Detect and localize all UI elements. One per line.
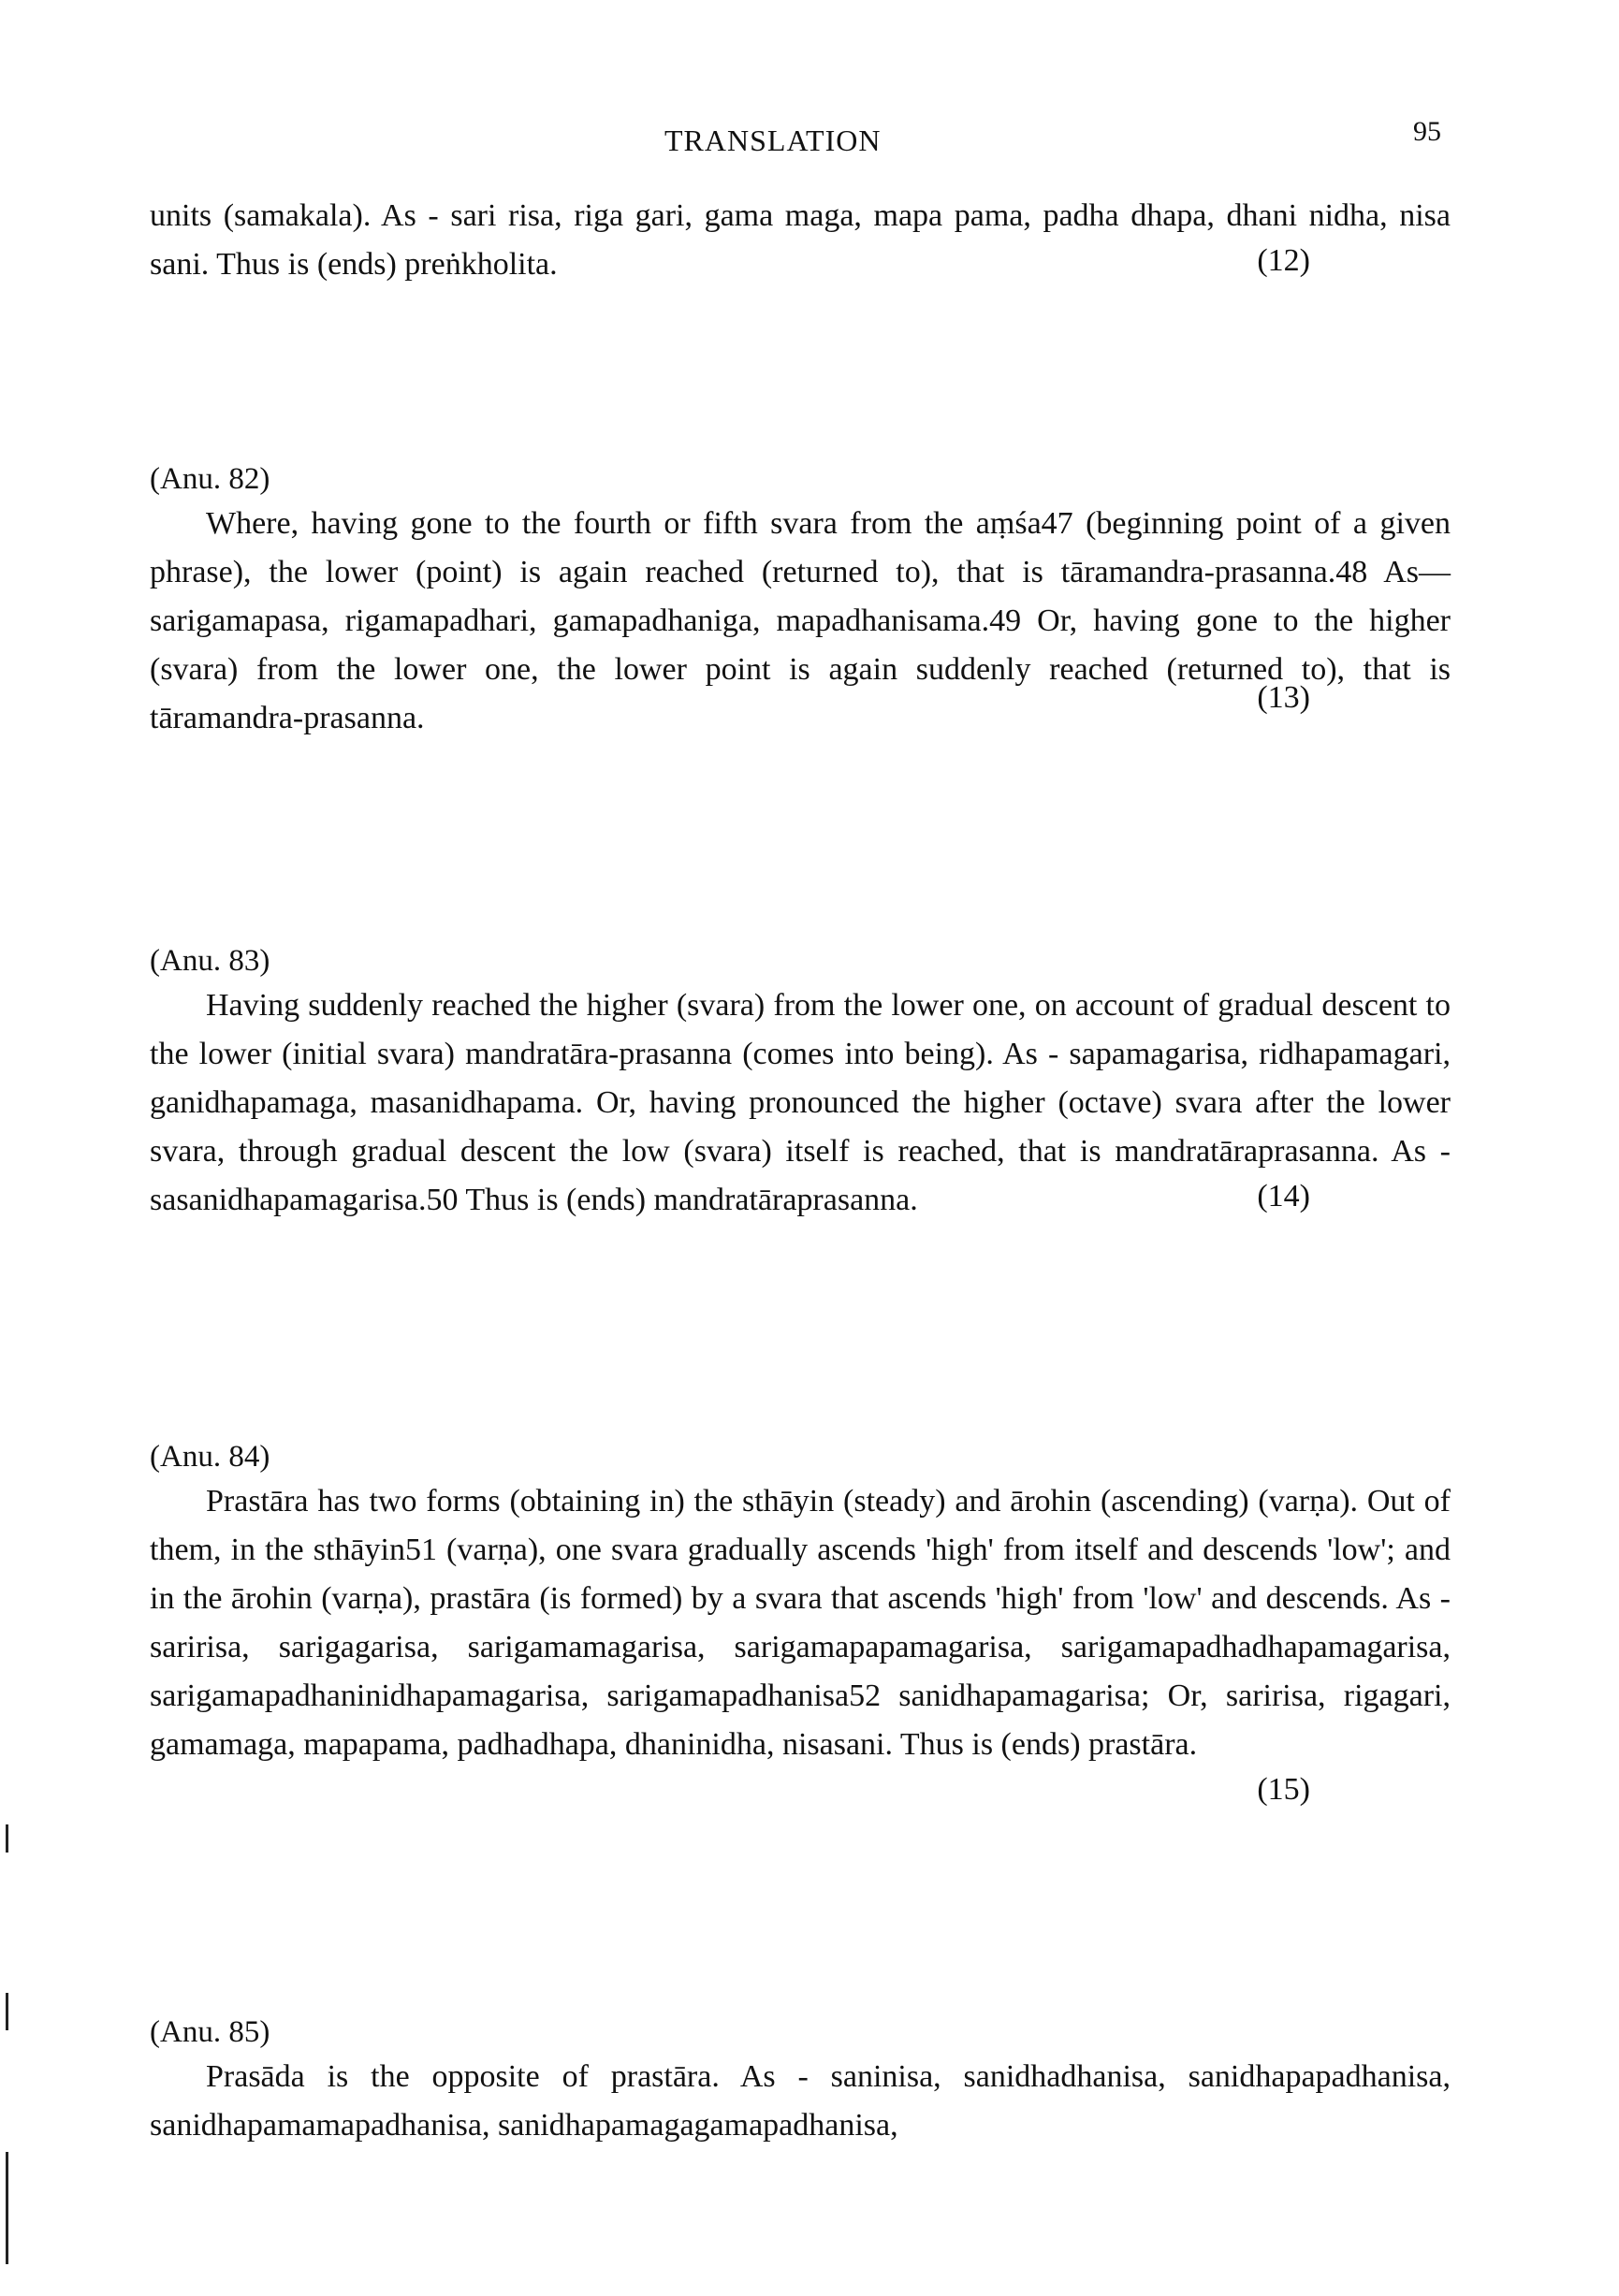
section-label: (Anu. 84) xyxy=(150,1440,270,1474)
section-label: (Anu. 83) xyxy=(150,944,270,978)
section-continuation xyxy=(150,192,1451,282)
section-anu-84 xyxy=(150,1436,1451,1810)
section-ref: (15) xyxy=(1257,1772,1310,1807)
section-text: Prastāra has two forms (obtaining in) the sthāyin (steady) and ārohin (ascending) (varṇa). Out of them, in the sthāyin51 (varṇa), one svara gradually ascends 'high' from itself and descends 'low'; and in the ārohin (varṇa), prastāra (is formed) by a svara that ascends 'high' from 'low' and descends. As - saririsa, sarigagarisa, sarigamamagarisa, sarigamapapamagarisa, sarigamapadhadhapamagarisa, sarigamapadhaninidhapamagarisa, sarigamapadhanisa52 sanidhapamagarisa; Or, saririsa, rigagari, gamamaga, mapapama, padhadhapa, dhaninidha, nisasani. Thus is (ends) prastāra. xyxy=(150,1484,1451,1762)
section-anu-82 xyxy=(150,458,1451,735)
running-head: TRANSLATION xyxy=(664,124,882,157)
section-label: (Anu. 85) xyxy=(150,2015,270,2049)
scan-margin-mark xyxy=(6,1993,8,2030)
section-anu-85 xyxy=(150,2012,1451,2150)
page-number: 95 xyxy=(1413,116,1441,147)
section-text: units (samakala). As - sari risa, riga gari, gama maga, mapa pama, padha dhapa, dhani nidha, nisa sani. Thus is (ends) preṅkholita. xyxy=(150,198,1451,282)
section-ref: (13) xyxy=(1257,680,1310,715)
section-anu-83 xyxy=(150,940,1451,1217)
page-header xyxy=(150,116,1441,161)
scan-margin-mark xyxy=(6,2152,8,2264)
section-text: Having suddenly reached the higher (svara) from the lower one, on account of gradual descent to the lower (initial svara) mandratāra-prasanna (comes into being). As - sapamagarisa, ridhapamagari, ganidhapamaga, masanidhapama. Or, having pronounced the higher (octave) svara after the lower svara, through gradual descent the low (svara) itself is reached, that is mandratāraprasanna. As - sasanidhapamagarisa.50 Thus is (ends) mandratāraprasanna. xyxy=(150,988,1451,1217)
section-ref: (14) xyxy=(1257,1179,1310,1213)
scan-margin-mark xyxy=(6,1824,8,1853)
section-ref: (12) xyxy=(1257,243,1310,278)
section-label: (Anu. 82) xyxy=(150,462,270,496)
section-text: Prasāda is the opposite of prastāra. As - saninisa, sanidhadhanisa, sanidhapapadhanisa, sanidhapamamapadhanisa, sanidhapamagagamapadhanisa, xyxy=(150,2059,1451,2143)
section-text: Where, having gone to the fourth or fifth svara from the aṃśa47 (beginning point of a given phrase), the lower (point) is again reached (returned to), that is tāramandra-prasanna.48 As—sarigamapasa, rigamapadhari, gamapadhaniga, mapadhanisama.49 Or, having gone to the higher (svara) from the lower one, the lower point is again suddenly reached (returned to), that is tāramandra-prasanna. xyxy=(150,506,1451,735)
